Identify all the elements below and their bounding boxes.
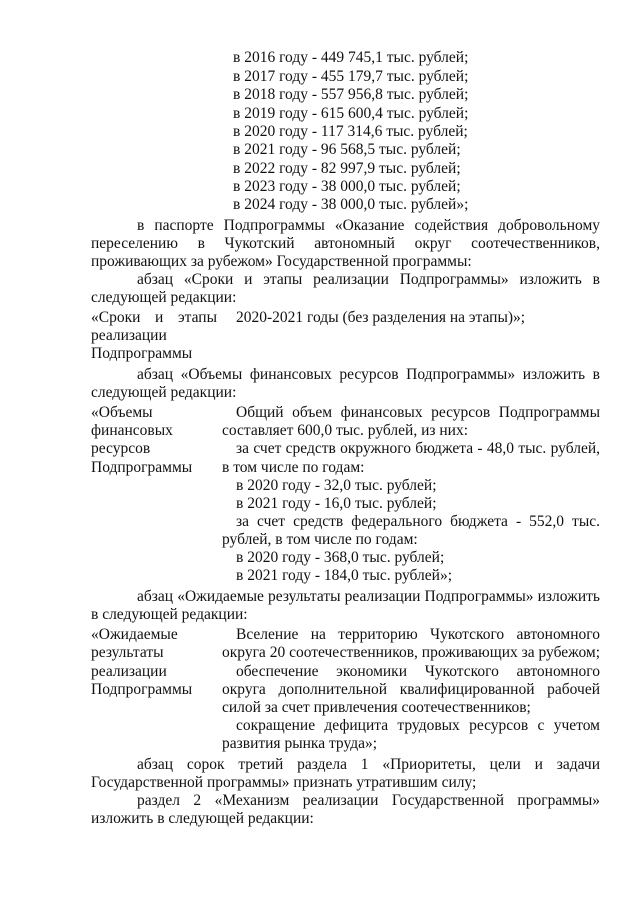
- finance-label: Подпрограммы: [91, 459, 193, 476]
- section2-paragraph-line: раздел 2 «Механизм реализации Государственной программы»: [137, 792, 600, 809]
- budget-year-2021: в 2021 году - 96 568,5 тыс. рублей;: [233, 141, 461, 158]
- results-label: реализации: [91, 663, 167, 680]
- finance-value-line: Общий объем финансовых ресурсов Подпрограммы: [236, 404, 600, 421]
- para-43-line: Государственной программы» признать утратившим силу;: [91, 774, 477, 791]
- finance-value-line: в 2021 году - 16,0 тыс. рублей;: [236, 495, 437, 512]
- results-label: результаты: [91, 644, 164, 661]
- results-value-line: обеспечение экономики Чукотского автономного: [236, 663, 600, 680]
- finance-label: «Объемы: [91, 404, 153, 421]
- budget-year-2016: в 2016 году - 449 745,1 тыс. рублей;: [233, 49, 469, 66]
- finance-value-line: за счет средств федерального бюджета - 552,0 тыс.: [236, 513, 600, 530]
- results-label: Подпрограммы: [91, 681, 193, 698]
- terms-label: Подпрограммы: [91, 345, 193, 362]
- passport-paragraph-line: в паспорте Подпрограммы «Оказание содействия добровольному: [137, 217, 600, 234]
- terms-value: 2020-2021 годы (без разделения на этапы)»;: [236, 309, 526, 326]
- finance-paragraph-line: абзац «Объемы финансовых ресурсов Подпрограммы» изложить в: [137, 366, 600, 383]
- terms-paragraph-line: абзац «Сроки и этапы реализации Подпрограммы» изложить в: [137, 271, 600, 288]
- terms-label: «Сроки и этапы: [91, 309, 217, 326]
- results-paragraph-line: в следующей редакции:: [91, 606, 248, 623]
- finance-paragraph-line: следующей редакции:: [91, 384, 237, 401]
- finance-value-line: в 2021 году - 184,0 тыс. рублей»;: [236, 567, 453, 584]
- passport-paragraph-line: проживающих за рубежом» Государственной программы:: [91, 253, 472, 270]
- section2-paragraph-line: изложить в следующей редакции:: [91, 810, 314, 827]
- finance-value-line: за счет средств окружного бюджета - 48,0 тыс. рублей,: [236, 440, 600, 457]
- terms-label: реализации: [91, 327, 167, 344]
- finance-value-line: в 2020 году - 32,0 тыс. рублей;: [236, 477, 437, 494]
- budget-year-2019: в 2019 году - 615 600,4 тыс. рублей;: [233, 105, 469, 122]
- finance-value-line: составляет 600,0 тыс. рублей, из них:: [222, 422, 469, 439]
- budget-year-2024: в 2024 году - 38 000,0 тыс. рублей»;: [233, 196, 469, 213]
- finance-label: ресурсов: [91, 440, 151, 457]
- budget-year-2023: в 2023 году - 38 000,0 тыс. рублей;: [233, 178, 461, 195]
- results-value-line: развития рынка труда»;: [222, 735, 378, 752]
- finance-label: финансовых: [91, 422, 173, 439]
- results-value-line: сокращение дефицита трудовых ресурсов с учетом: [236, 717, 600, 734]
- budget-year-2017: в 2017 году - 455 179,7 тыс. рублей;: [233, 68, 469, 85]
- results-value-line: округа дополнительной квалифицированной рабочей: [222, 681, 600, 698]
- finance-value-line: рублей, в том числе по годам:: [222, 531, 418, 548]
- passport-paragraph-line: переселению в Чукотский автономный округ соотечественников,: [91, 235, 600, 252]
- terms-paragraph-line: следующей редакции:: [91, 289, 237, 306]
- para-43-line: абзац сорок третий раздела 1 «Приоритеты, цели и задачи: [137, 756, 600, 773]
- finance-value-line: в том числе по годам:: [222, 459, 365, 476]
- results-value-line: силой за счет привлечения соотечественников;: [222, 699, 531, 716]
- finance-value-line: в 2020 году - 368,0 тыс. рублей;: [236, 549, 445, 566]
- results-label: «Ожидаемые: [91, 626, 178, 643]
- results-value-line: округа 20 соотечественников, проживающих за рубежом;: [222, 644, 601, 661]
- budget-year-2018: в 2018 году - 557 956,8 тыс. рублей;: [233, 86, 469, 103]
- results-paragraph-line: абзац «Ожидаемые результаты реализации Подпрограммы» изложить: [137, 588, 600, 605]
- results-value-line: Вселение на территорию Чукотского автономного: [236, 626, 600, 643]
- budget-year-2022: в 2022 году - 82 997,9 тыс. рублей;: [233, 160, 461, 177]
- budget-year-2020: в 2020 году - 117 314,6 тыс. рублей;: [233, 123, 468, 140]
